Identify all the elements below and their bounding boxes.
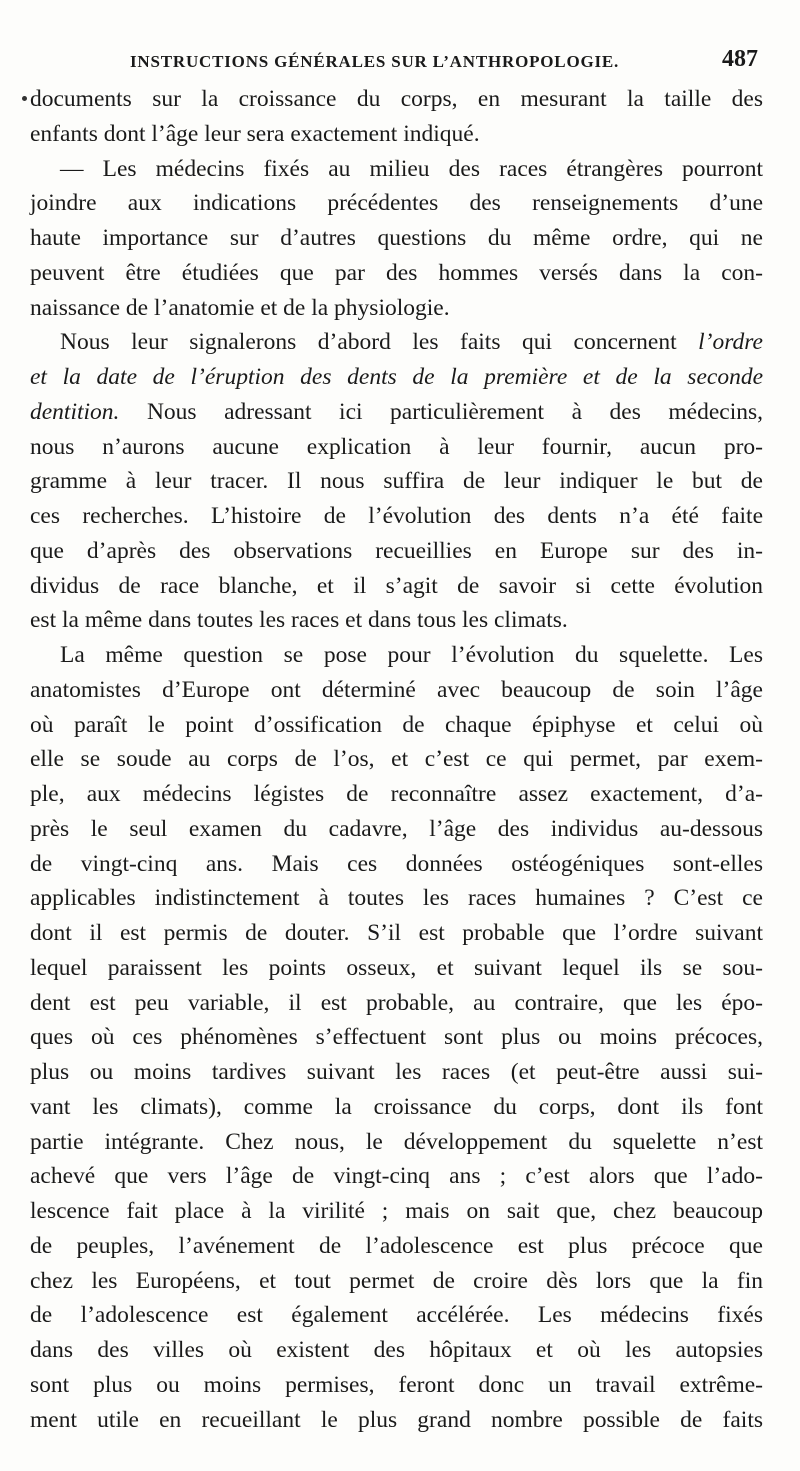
text-line	[30, 325, 763, 360]
text-line: dans des villes où existent des hôpitaux et où les autopsies	[30, 1337, 763, 1363]
text-line: chez les Européens, et tout permet de croire dès lors que la fin	[30, 1267, 763, 1294]
text-line: ple, aux médecins légistes de reconnaître assez exactement, d’a-	[30, 781, 763, 807]
text-line: vant les climats), comme la croissance du corps, dont ils font	[30, 1093, 763, 1120]
margin-mark	[22, 96, 27, 101]
text-line: dividus de race blanche, et il s’agit de savoir si cette évolution	[30, 572, 763, 599]
text-line: lescence fait place à la virilité ; mais on sait que, chez beaucoup	[30, 1198, 763, 1224]
text-line: elle se soude au corps de l’os, et c’est ce qui permet, par exem-	[30, 746, 763, 773]
text-line: applicables indistinctement à toutes les races humaines ? C’est ce	[30, 885, 763, 912]
text-line: joindre aux indications précédentes des renseignements d’une	[30, 190, 763, 217]
text-line: que d’après des observations recueillies en Europe sur des in-	[30, 537, 763, 564]
text-line: gramme à leur tracer. Il nous suffira de leur indiquer le but de	[30, 468, 763, 495]
text-line: où paraît le point d’ossification de chaque épiphyse et celui où	[30, 711, 763, 738]
text-line	[30, 395, 763, 430]
text-line: naissance de l’anatomie et de la physiologie.	[30, 294, 450, 321]
text-line: — Les médecins fixés au milieu des races étrangères pourront	[60, 155, 763, 182]
text-line: partie intégrante. Chez nous, le développement du squelette n’est	[30, 1128, 763, 1155]
text-line: et la date de l’éruption des dents de la première et de la seconde	[30, 364, 763, 390]
text-line: de vingt-cinq ans. Mais ces données ostéogéniques sont-elles	[30, 850, 763, 877]
text-line: achevé que vers l’âge de vingt-cinq ans ; c’est alors que l’ado-	[30, 1163, 763, 1190]
italic-run: l’ordre	[698, 329, 763, 356]
text-line: lequel paraissent les points osseux, et suivant lequel ils se sou-	[30, 954, 763, 981]
text-line: plus ou moins tardives suivant les races (et peut-être aussi sui-	[30, 1059, 763, 1085]
text-run: Nous leur signalerons d’abord les faits qui concernent	[60, 329, 699, 356]
text-line: ces recherches. L’histoire de l’évolution des dents n’a été faite	[30, 503, 763, 529]
text-line: documents sur la croissance du corps, en mesurant la taille des	[30, 86, 763, 112]
text-line: La même question se pose pour l’évolution du squelette. Les	[60, 642, 763, 668]
text-run: Nous adressant ici particulièrement à des médecins,	[119, 398, 763, 425]
text-line: ques où ces phénomènes s’effectuent sont plus ou moins précoces,	[30, 1024, 763, 1051]
running-head: INSTRUCTIONS GÉNÉRALES SUR L’ANTHROPOLOGIE.	[130, 52, 620, 71]
text-line: dent est peu variable, il est probable, au contraire, que les épo-	[30, 989, 763, 1016]
text-line: ment utile en recueillant le plus grand nombre possible de faits	[30, 1406, 763, 1433]
text-line: de peuples, l’avénement de l’adolescence est plus précoce que	[30, 1232, 763, 1259]
text-line: près le seul examen du cadavre, l’âge des individus au-dessous	[30, 815, 763, 842]
text-line: anatomistes d’Europe ont déterminé avec beaucoup de soin l’âge	[30, 676, 763, 703]
text-line: haute importance sur d’autres questions du même ordre, qui ne	[30, 225, 763, 251]
text-line: enfants dont l’âge leur sera exactement indiqué.	[30, 120, 480, 147]
text-line: sont plus ou moins permises, feront donc un travail extrême-	[30, 1371, 763, 1398]
text-line: de l’adolescence est également accélérée. Les médecins fixés	[30, 1302, 763, 1329]
page-header	[30, 46, 770, 80]
text-line: dont il est permis de douter. S’il est probable que l’ordre suivant	[30, 920, 763, 946]
text-line: peuvent être étudiées que par des hommes versés dans la con-	[30, 259, 763, 286]
text-line: nous n’aurons aucune explication à leur fournir, aucun pro-	[30, 433, 763, 460]
italic-run: dentition.	[30, 398, 120, 425]
text-line: est la même dans toutes les races et dans tous les climats.	[30, 607, 568, 634]
body-text	[30, 82, 763, 1437]
page-number: 487	[722, 46, 758, 72]
